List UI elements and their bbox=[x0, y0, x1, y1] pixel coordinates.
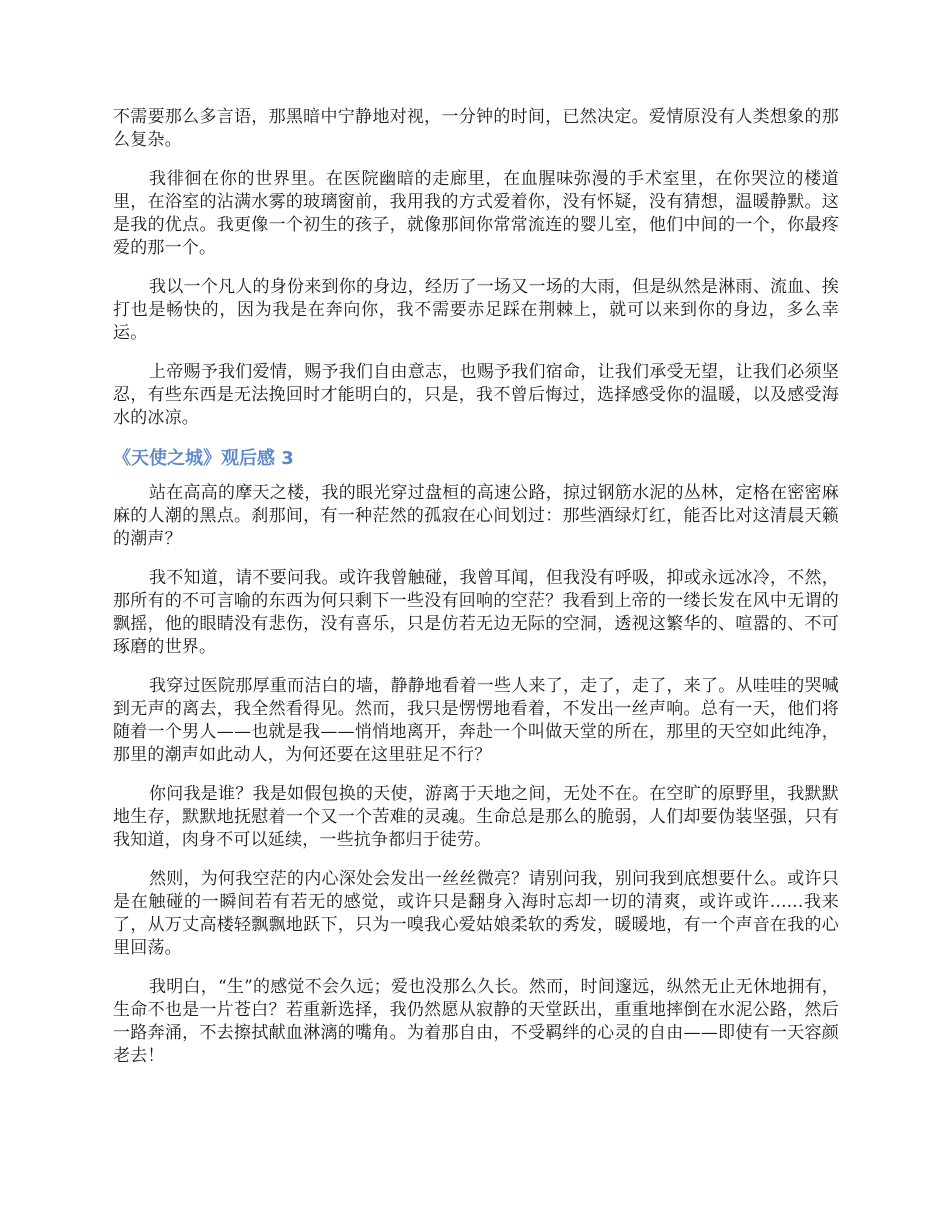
paragraph: 你问我是谁？我是如假包换的天使，游离于天地之间，无处不在。在空旷的原野里，我默默地生存，默默地抚慰着一个又一个苦难的灵魂。生命总是那么的脆弱，人们却要伪装坚强，只有我知道，肉身不可以延续，一些抗争都归于徒劳。 bbox=[113, 784, 839, 850]
section-heading: 《天使之城》观后感 3 bbox=[113, 448, 294, 469]
paragraph: 不需要那么多言语，那黑暗中宁静地对视，一分钟的时间，已然决定。爱情原没有人类想象的那么复杂。 bbox=[113, 107, 839, 150]
paragraph: 我徘徊在你的世界里。在医院幽暗的走廊里，在血腥味弥漫的手术室里，在你哭泣的楼道里，在浴室的沾满水雾的玻璃窗前，我用我的方式爱着你，没有怀疑，没有猜想，温暖静默。这是我的优点。我更像一个初生的孩子，就像那间你常常流连的婴儿室，他们中间的一个，你最疼爱的那一个。 bbox=[113, 169, 839, 258]
paragraph: 我明白，“生”的感觉不会久远；爱也没那么久长。然而，时间邃远，纵然无止无休地拥有，生命不也是一片苍白？若重新选择，我仍然愿从寂静的天堂跃出，重重地摔倒在水泥公路，然后一路奔涌，不去擦拭献血淋漓的嘴角。为着那自由，不受羁绊的心灵的自由——即使有一天容颜老去！ bbox=[113, 977, 839, 1066]
paragraph: 上帝赐予我们爱情，赐予我们自由意志，也赐予我们宿命，让我们承受无望，让我们必须坚忍，有些东西是无法挽回时才能明白的，只是，我不曾后悔过，选择感受你的温暖，以及感受海水的冰凉。 bbox=[113, 362, 839, 428]
paragraph: 然则，为何我空茫的内心深处会发出一丝丝微亮？请别问我，别问我到底想要什么。或许只是在触碰的一瞬间若有若无的感觉，或许只是翻身入海时忘却一切的清爽，或许或许......我来了，从万丈高楼轻飘飘地跃下，只为一嗅我心爱姑娘柔软的秀发，暖暖地，有一个声音在我的心里回荡。 bbox=[113, 869, 839, 958]
paragraph: 我不知道，请不要问我。或许我曾触碰，我曾耳闻，但我没有呼吸，抑或永远冰冷，不然，那所有的不可言喻的东西为何只剩下一些没有回响的空茫？我看到上帝的一缕长发在风中无谓的飘摇，他的眼睛没有悲伤，没有喜乐，只是仿若无边无际的空洞，透视这繁华的、喧嚣的、不可琢磨的世界。 bbox=[113, 568, 839, 657]
paragraph: 站在高高的摩天之楼，我的眼光穿过盘桓的高速公路，掠过钢筋水泥的丛林，定格在密密麻麻的人潮的黑点。刹那间，有一种茫然的孤寂在心间划过：那些酒绿灯红，能否比对这清晨天籁的潮声？ bbox=[113, 483, 839, 549]
document-body bbox=[113, 106, 839, 1084]
paragraph: 我穿过医院那厚重而洁白的墙，静静地看着一些人来了，走了，走了，来了。从哇哇的哭喊到无声的离去，我全然看得见。然而，我只是愣愣地看着，不发出一丝声响。总有一天，他们将随着一个男人——也就是我——悄悄地离开，奔赴一个叫做天堂的所在，那里的天空如此纯净，那里的潮声如此动人，为何还要在这里驻足不行？ bbox=[113, 676, 839, 765]
paragraph: 我以一个凡人的身份来到你的身边，经历了一场又一场的大雨，但是纵然是淋雨、流血、挨打也是畅快的，因为我是在奔向你，我不需要赤足踩在荆棘上，就可以来到你的身边，多么幸运。 bbox=[113, 277, 839, 343]
